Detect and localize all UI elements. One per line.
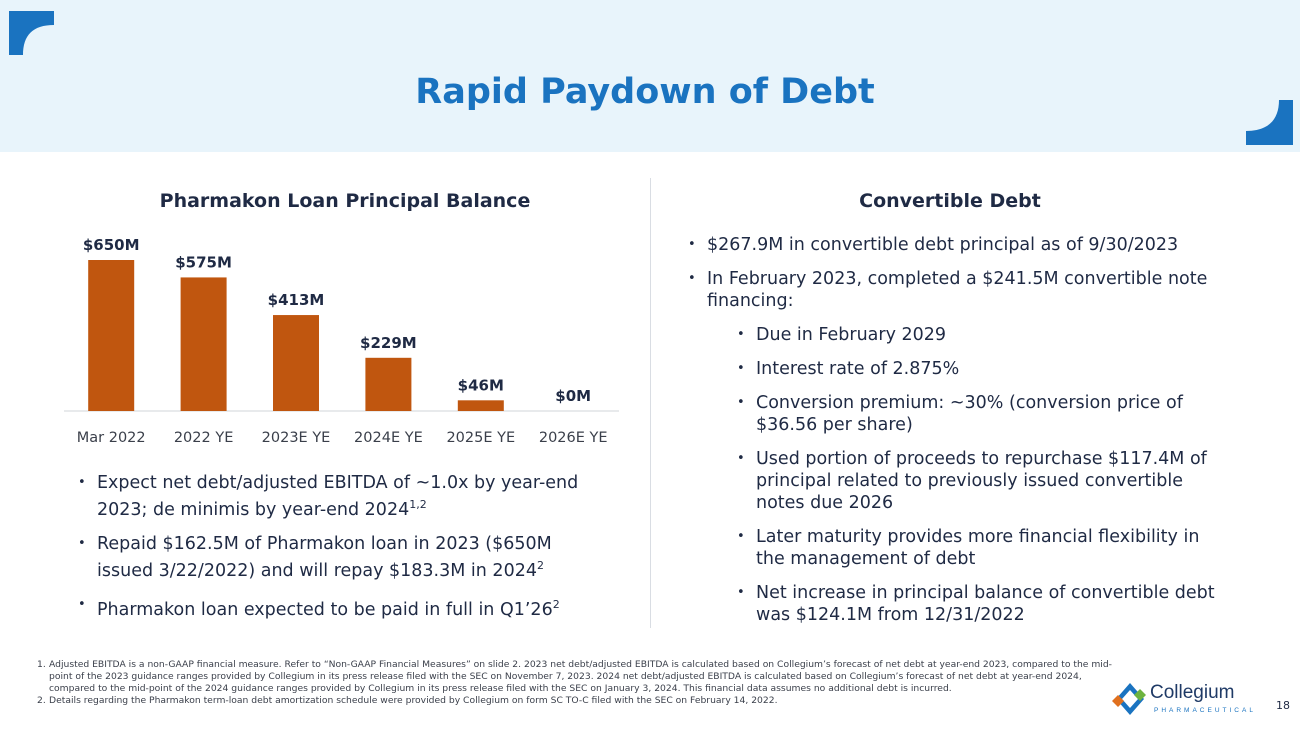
data-label-5: $0M [555,387,592,405]
bar-3 [365,358,411,411]
corner-accent-top-left [9,11,54,55]
category-label-2: 2023E YE [261,430,331,446]
chart-title: Pharmakon Loan Principal Balance [159,190,531,212]
data-label-0: $650M [82,236,140,254]
left-bullet-list [69,472,599,633]
bar-0 [88,260,134,411]
right-sub-bullet: • Used portion of proceeds to repurchase $117.4M of principal related to previously issued convertible notes due 2026 [728,448,1219,514]
right-bullet: • $267.9M in convertible debt principal as of 9/30/2023 [679,234,1219,256]
header-band [0,0,1300,152]
logo-wordmark: Collegium [1150,682,1235,703]
left-bullet: • Pharmakon loan expected to be paid in full in $Q1’26^2$ [69,594,599,621]
page-title: Rapid Paydown of Debt [415,72,875,112]
right-bullet: • In February 2023, completed a $241.5M convertible note financing: [679,268,1219,312]
footnote: 2. Details regarding the Pharmakon term-loan debt amortization schedule were provided by Collegium on form SC TO-C filed with the SEC on February 14, 2022. [37,695,778,706]
right-sub-bullet: • Later maturity provides more financial flexibility in the management of debt [728,526,1219,570]
category-label-5: 2026E YE [538,430,608,446]
data-label-1: $575M [175,253,232,272]
left-bullet: • Repaid $162.5M of Pharmakon loan in 2023 ($650M issued 3/22/2022) and will repay $183.3M in 2024$^2$ [69,533,599,582]
footnote: 1. Adjusted EBITDA is a non-GAAP financial measure. Refer to “Non-GAAP Financial Measures” on slide 2. 2023 net debt/adjusted EBITDA is calculated based on Collegium’s forecast of net debt at year-end 2023, compared to the mid-point of the 2023 guidance ranges provided by Collegium in its press release filed with the SEC on November 7, 2023. 2024 net debt/adjusted EBITDA is calculated based on Collegium’s forecast of net debt at year-end 2024, compared to the mid-point of the 2024 guidance ranges provided by Collegium in its press release filed with the SEC on January 3, 2024. This financial data assumes no additional debt is incurred. [37,659,1113,694]
bar-1 [181,277,227,411]
convertible-debt-title: Convertible Debt [859,190,1041,212]
right-sub-bullet: • Net increase in principal balance of convertible debt was $124.1M from 12/31/2022 [728,582,1219,626]
data-label-3: $229M [360,333,417,352]
bar-2 [273,315,319,411]
category-label-0: Mar 2022 [76,430,146,446]
right-bullet-list [679,234,1219,638]
column-divider [650,178,651,628]
footnotes [37,659,1112,707]
category-label-1: 2022 YE [173,430,234,446]
right-sub-bullet: • Conversion premium: ~30% (conversion price of $36.56 per share) [728,392,1219,436]
right-sub-bullet: • Interest rate of 2.875% [728,358,1219,380]
category-label-3: 2024E YE [354,430,423,446]
page-number: 18 [1276,699,1290,712]
left-bullet: • Expect net debt/adjusted EBITDA of ~1.0x by year-end 2023; de minimis by year-end 2024$^{1,2}$ [69,472,599,521]
logo-tagline: PHARMACEUTICAL [1154,707,1256,714]
bar-4 [458,400,504,411]
loan-balance-chart [60,225,630,455]
data-label-2: $413M [267,291,325,310]
corner-accent-bottom-right [1246,100,1293,145]
category-label-4: 2025E YE [446,430,516,446]
right-sub-bullet: • Due in February 2029 [728,324,1219,346]
data-label-4: $46M [457,376,504,395]
